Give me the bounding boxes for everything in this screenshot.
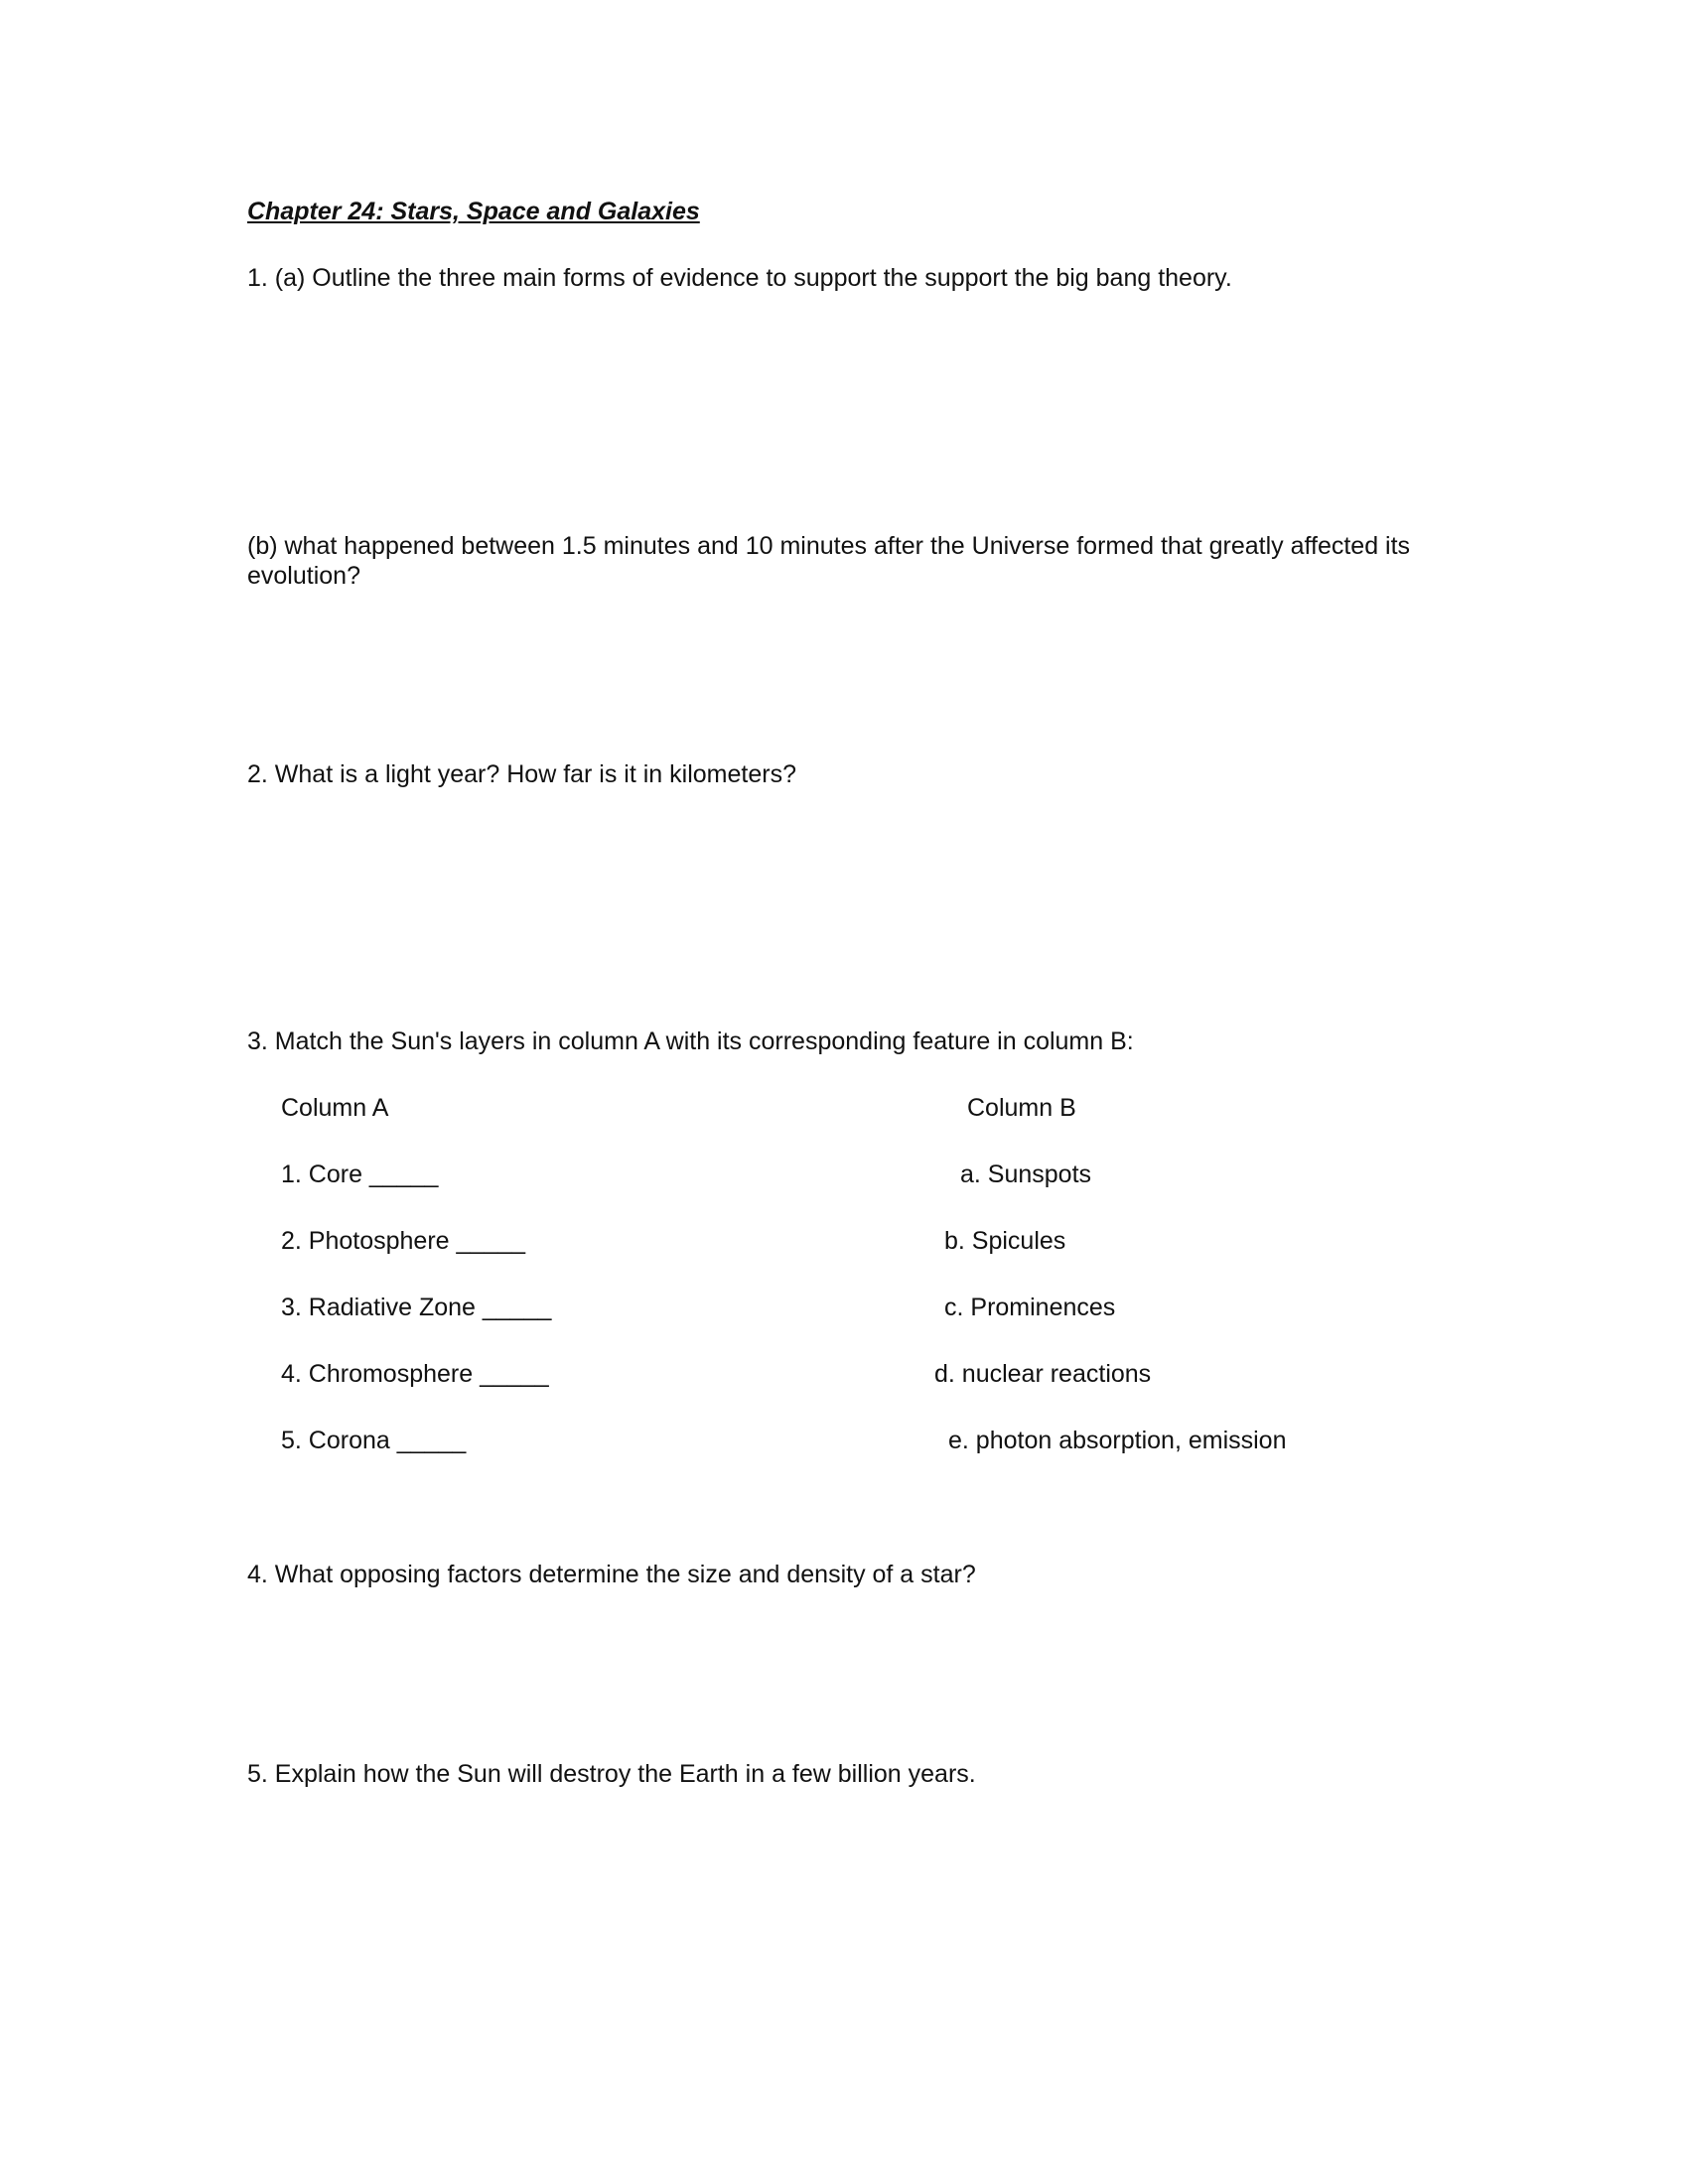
column-a-item-4: 4. Chromosphere _____	[281, 1360, 549, 1388]
question-3-prompt: 3. Match the Sun's layers in column A with its corresponding feature in column B:	[247, 1027, 1134, 1055]
column-a-item-3: 3. Radiative Zone _____	[281, 1294, 552, 1321]
column-b-item-a: a. Sunspots	[960, 1160, 1092, 1188]
column-b-header: Column B	[967, 1094, 1076, 1122]
column-a-item-1: 1. Core _____	[281, 1160, 439, 1188]
column-b-item-e: e. photon absorption, emission	[948, 1427, 1287, 1454]
page-title: Chapter 24: Stars, Space and Galaxies	[247, 198, 700, 225]
question-2: 2. What is a light year? How far is it in kilometers?	[247, 760, 796, 788]
question-5: 5. Explain how the Sun will destroy the Earth in a few billion years.	[247, 1760, 976, 1788]
column-a-header: Column A	[281, 1094, 389, 1122]
question-1b: (b) what happened between 1.5 minutes and 10 minutes after the Universe formed that greatly affected its evolution?	[247, 532, 1411, 590]
column-b-item-b: b. Spicules	[944, 1227, 1066, 1255]
column-b-item-c: c. Prominences	[944, 1294, 1116, 1321]
question-4: 4. What opposing factors determine the size and density of a star?	[247, 1561, 976, 1588]
question-1a: 1. (a) Outline the three main forms of evidence to support the support the big bang theory.	[247, 264, 1232, 292]
column-a-item-5: 5. Corona _____	[281, 1427, 467, 1454]
column-a-item-2: 2. Photosphere _____	[281, 1227, 526, 1255]
column-b-item-d: d. nuclear reactions	[934, 1360, 1152, 1388]
